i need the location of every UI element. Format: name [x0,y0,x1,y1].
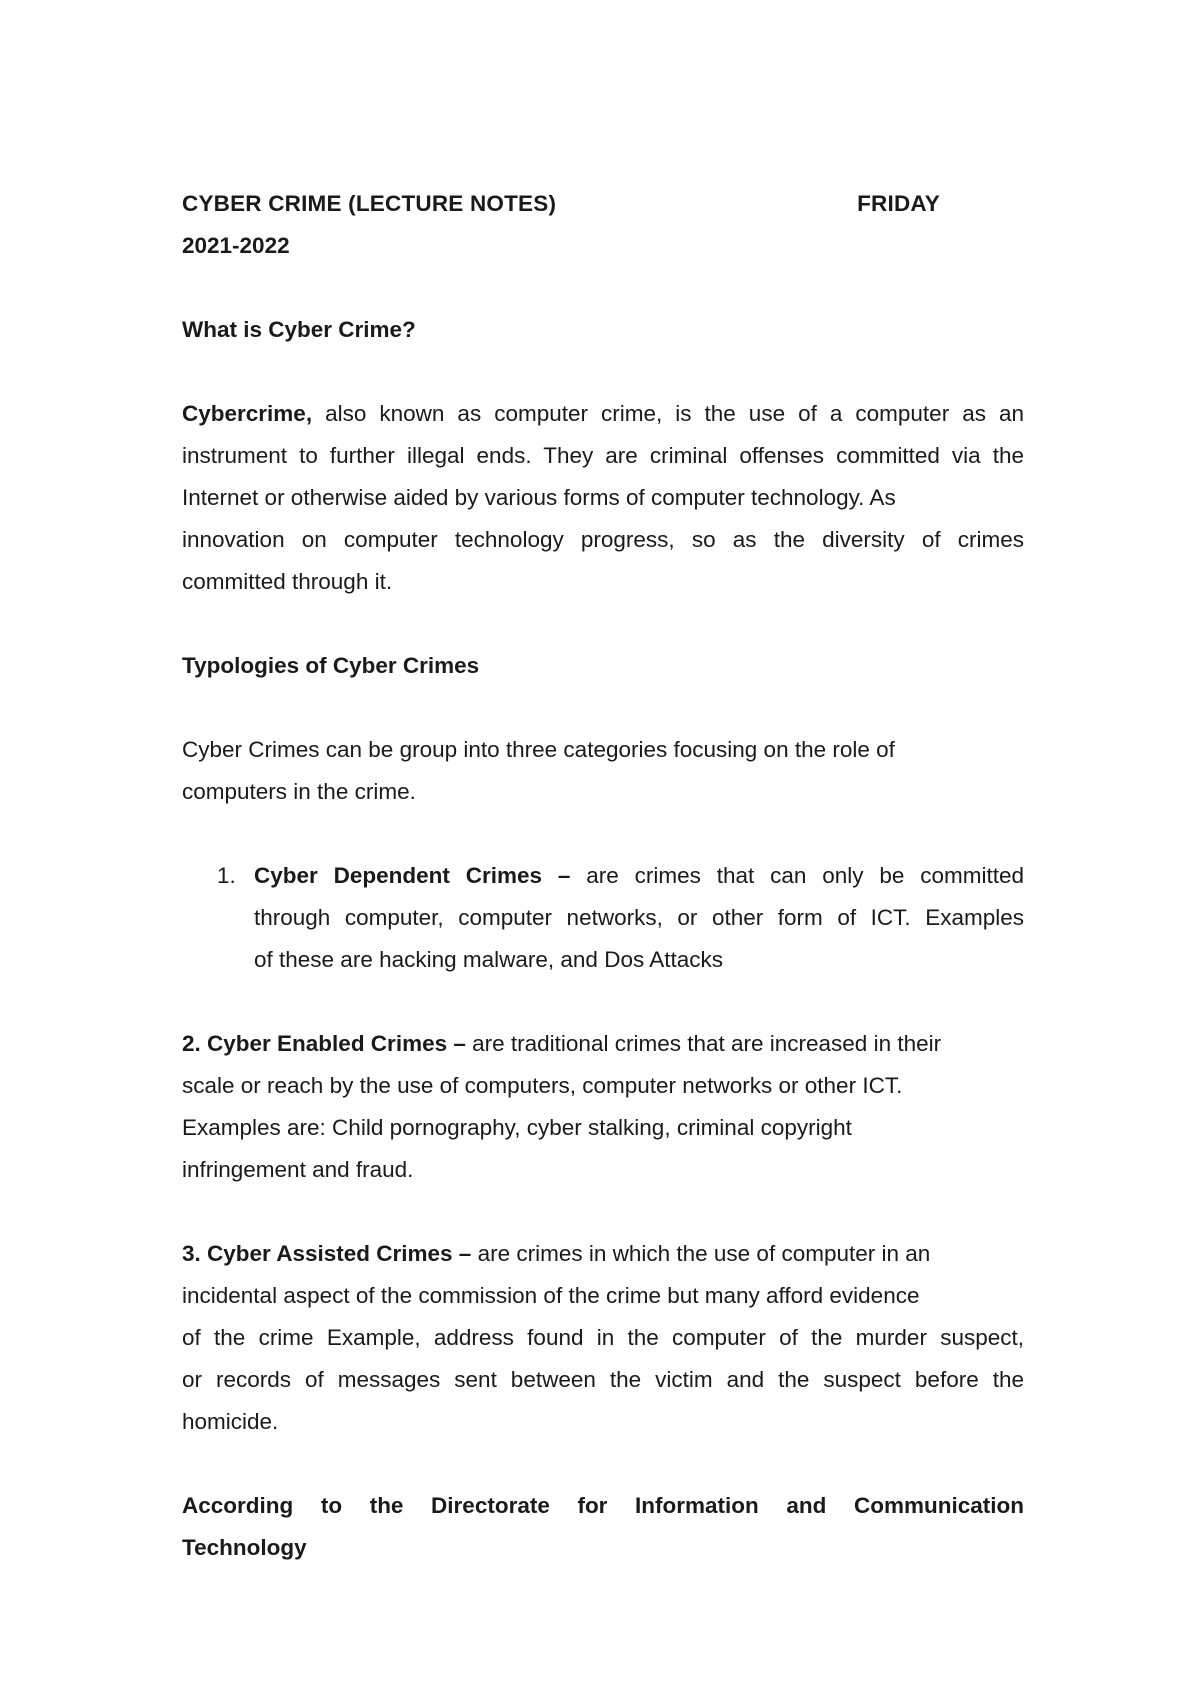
heading-line: According to the Directorate for Information and Communication [182,1493,1024,1518]
document-title: CYBER CRIME (LECTURE NOTES) [182,191,557,216]
document-header [182,183,940,225]
cybercrime-definition-paragraph [182,393,1024,603]
term-cyber-assisted-crimes: 3. Cyber Assisted Crimes – [182,1241,472,1266]
paragraph-line: homicide. [182,1409,279,1434]
paragraph-line: Cyber Crimes can be group into three categories focusing on the role of [182,737,895,762]
section-heading-typologies: Typologies of Cyber Crimes [182,653,480,678]
document-year: 2021-2022 [182,233,290,258]
paragraph-line: infringement and fraud. [182,1157,414,1182]
paragraph-line: Examples are: Child pornography, cyber stalking, criminal copyright [182,1115,852,1140]
paragraph-line: Cyber Dependent Crimes – are crimes that can only be committed [254,863,1024,888]
term-cyber-enabled-crimes: 2. Cyber Enabled Crimes – [182,1031,466,1056]
paragraph-line: instrument to further illegal ends. They are criminal offenses committed via the [182,443,1024,468]
heading-line: Technology [182,1535,307,1560]
list-item-cyber-enabled [182,1023,1024,1191]
term-cybercrime: Cybercrime, [182,401,313,426]
paragraph-line: scale or reach by the use of computers, computer networks or other ICT. [182,1073,903,1098]
list-number: 1. [217,863,236,888]
list-item-cyber-dependent [217,855,1024,981]
document-body [182,183,1024,1569]
section-heading-what-is-cyber-crime: What is Cyber Crime? [182,317,416,342]
section-heading-directorate [182,1485,1024,1569]
list-item-cyber-assisted [182,1233,1024,1443]
typologies-intro-paragraph [182,729,1024,813]
paragraph-line: of the crime Example, address found in the computer of the murder suspect, [182,1325,1024,1350]
paragraph-line: or records of messages sent between the victim and the suspect before the [182,1367,1024,1392]
paragraph-line: Cybercrime, also known as computer crime, is the use of a computer as an [182,401,1024,426]
paragraph-line: 2. Cyber Enabled Crimes – are traditional crimes that are increased in their [182,1031,942,1056]
term-cyber-dependent-crimes: Cyber Dependent Crimes – [254,863,571,888]
paragraph-line: computers in the crime. [182,779,416,804]
paragraph-line: committed through it. [182,569,393,594]
paragraph-line: of these are hacking malware, and Dos Attacks [254,947,723,972]
paragraph-line: through computer, computer networks, or other form of ICT. Examples [254,905,1024,930]
paragraph-line: 3. Cyber Assisted Crimes – are crimes in which the use of computer in an [182,1241,931,1266]
document-day: FRIDAY [857,191,940,216]
paragraph-line: incidental aspect of the commission of the crime but many afford evidence [182,1283,920,1308]
paragraph-line: Internet or otherwise aided by various forms of computer technology. As [182,485,896,510]
paragraph-line: innovation on computer technology progress, so as the diversity of crimes [182,527,1024,552]
